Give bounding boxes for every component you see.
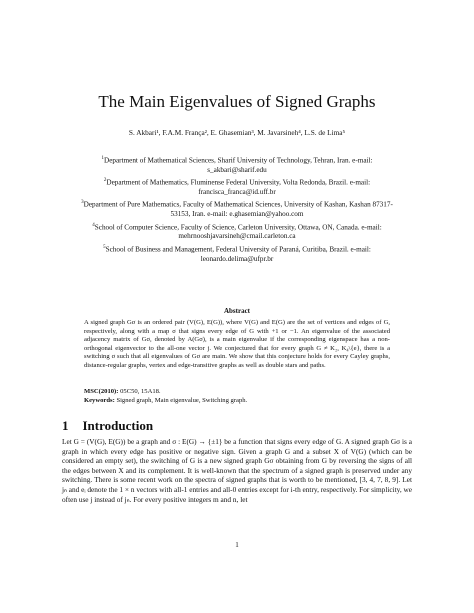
author-list: S. Akbari¹, F.A.M. França², E. Ghasemian³, M. Javarsineh⁴, L.S. de Lima⁵ (128, 128, 346, 137)
affiliation-5: $^5$School of Business and Management, Federal University of Paraná, Curitiba, Brazil. e-mail: leonardo.delima@ufpr.br (103, 244, 371, 263)
affiliation-3: $^3$Department of Pure Mathematics, Faculty of Mathematical Sciences, University of Kashan, Kashan 87317-53153, Iran. e-mail: e.ghasemian@yahoo.com (81, 200, 393, 219)
classification-block (84, 388, 390, 405)
abstract-text: A signed graph Gσ is an ordered pair (V(G), E(G)), where V(G) and E(G) are the set of vertices and edges of G, respectively, along with a map σ that signs every edge of G with +1 or −1. An eigenvalue of the associated adjacency matrix of Gσ, denoted by A(Gσ), is a main eigenvalue if the corresponding eigenspace has a non-orthogonal eigenvector to the all-one vector j. We conjectured that for every graph G ≠ K₂, K₄\{e}, there is a switching σ such that all eigenvalues of Gσ are main. We show that this conjecture holds for every Cayley graphs, distance-regular graphs, vertex and edge-transitive graphs as well as double stars and paths. (84, 319, 390, 369)
msc-line: MSC(2010): 05C50, 15A18. (84, 388, 161, 395)
page-number: 1 (235, 541, 239, 549)
affiliation-1: $^1$Department of Mathematical Sciences, Sharif University of Technology, Tehran, Iran. e-mail: s_akbari@sharif.edu (101, 156, 373, 174)
abstract-heading: Abstract (223, 307, 251, 315)
affiliations (72, 154, 402, 265)
section-number: 1 (62, 418, 69, 433)
keywords-line: Keywords: Signed graph, Main eigenvalue, Switching graph. (84, 396, 248, 404)
section-title: Introduction (82, 418, 154, 433)
affiliation-2: $^2$Department of Mathematics, Fluminense Federal University, Volta Redonda, Brazil. e-mail: francisca_franca@id.uff.br (103, 178, 371, 196)
intro-paragraph: Let G = (V(G), E(G)) be a graph and σ : E(G) → {±1} be a function that signs every edge of G. A signed graph Gσ is a graph in which every edge has positive or negative sign. Given a graph G and a subset X of V(G) (which can be considered an empty set), the switching of G is a new signed graph Gσ obtaining from G by reversing the signs of all the edges between X and its complement. It is well-known that the spectrum of a signed graph is preserved under any switching. There is some recent work on the spectra of signed graphs that is worth to be mentioned, [3, 4, 7, 8, 9]. Let jₙ and eᵢ denote the 1 × n vectors with all-1 entries and all-0 entries except for i-th entry, respectively. For simplicity, we often use j instead of jₙ. For every positive integers m and n, let (62, 437, 412, 504)
affiliation-4: $^4$School of Computer Science, Faculty of Science, Carleton University, Ottawa, ON, Canada. e-mail: mehrnooshjavarsineh@cmail.carleton.ca (92, 222, 382, 241)
section-heading (62, 418, 153, 434)
paper-title: The Main Eigenvalues of Signed Graphs (98, 92, 376, 111)
